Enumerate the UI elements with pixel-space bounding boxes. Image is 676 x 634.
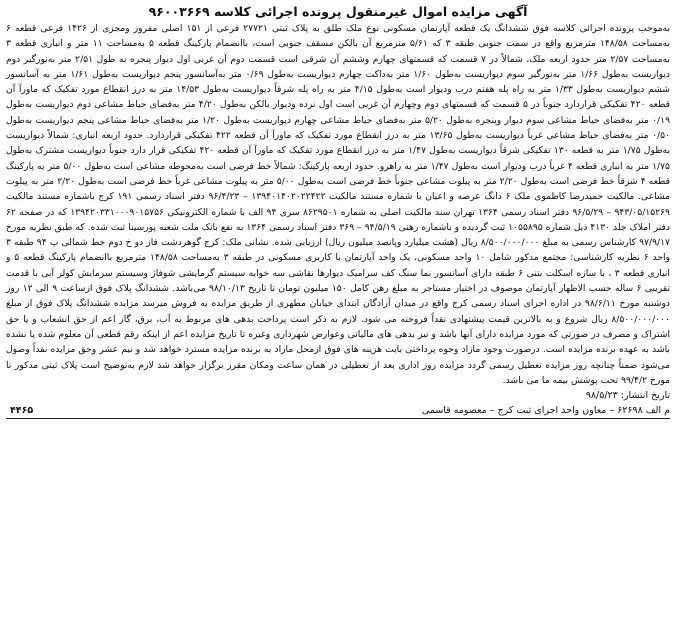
signature-row (6, 403, 670, 419)
publication-date: تاریخ انتشار: ۹۸/۵/۲۳ (585, 390, 670, 402)
auction-notice (6, 4, 670, 624)
notice-body: به‌موجب پرونده اجرائی کلاسه فوق ششدانگ یک قطعه آپارتمان مسکونی نوع ملک طلق به پلاک ثبتی ۲۷۷۲۱ فرعی از ۱۵۱ اصلی مفروز ومجزی از ۱۴۲۶ فرعی قطعه ۶ به‌مساحت ۱۴۸/۵۸ مترمربع واقع در سمت جنوبی طبقه ۳ که ۵/۶۱ مترمربع آن بالکن مسقف جنوبی است، باانضمام پارکینگ قطعه ۵ به‌مساحت ۱۱ متر و انباری قطعه ۳ به‌مساحت ۲/۵۷ متر حدود اربعه ملک، شمالاً در ۷ قسمت که قسمتهای چهارم وششم آن شرقی است قسمت دوم آن غربی اول دیوار پنجره به طول ۲/۵۱ متر به‌نورگیر دوم دیواریست به‌طول ۱/۶۶ متر به‌نورگیر سوم دیواریست به‌طول ۱/۶۰ متر به‌داکت چهارم دیواریست به‌طول ۰/۶۹ متر به‌آسانسور پنجم دیواریست به‌طول ۱/۶۱ متر به آسانسور ششم دیواریست به‌طول ۱/۳۳ متر به راه پله هفتم درب ودیوار است به‌طول ۴/۱۵ متر به راه پله شرقاً دیواریست به‌طول ۱۴/۵۳ متر به درز انقطاع مورد تفکیک که ماورآ آن قطعه ۴۲۰ تفکیکی قراردارد جنوباً در ۵ قسمت که قسمتهای دوم وچهارم آن غربی است اول نرده ودیوار بالکن به‌طول ۴/۲۰ متر به‌فضای حیاط مشاعی دوم دیواریست به‌طول ۰/۱۹ متر به‌فضای حیاط مشاعی سوم دیوار وپنجره به‌طول ۵/۲۰ متر به‌فضای حیاط مشاعی چهارم دیواریست به‌طول ۱/۲۰ متر به‌فضای حیاط مشاعی پنجم دیواریست به‌طول ۰/۵۰ متر به‌فضای حیاط مشاعی غرباً دیواریست به‌طول ۱۳/۶۵ متر به درز انقطاع مورد تفکیک که ماورآ آن قطعه ۴۲۲ تفکیکی قراردارد. حدود اربعه انباری: شمالاً دیواریست به‌طول ۱/۷۵ متر به قطعه ۱۳۰ تفکیکی شرقاً دیواریست به‌طول ۱/۴۷ متر به درز انقطاع مورد تفکیک که ماورآ آن قطعه ۴۲۰ تفکیکی قرار دارد جنوباً دیواریست مشترک به‌طول ۱/۷۵ متر به انباری قطعه ۴ غرباً درب ودیوار است به‌طول ۱/۴۷ متر به راهرو. حدود اربعه پارکینگ: شمالاً خط فرضی است به‌محوطه مشاعی است به‌طول ۵/۰۰ متر به پارکینگ قطعه ۴ شرقاً خط فرضی است به‌طول ۲/۲۰ متر به پیلوت مشاعی جنوباً خط فرضی است به‌طول ۵/۰۰ متر به پیلوت مشاعی غرباً خط فرضی است به‌طول ۲/۲۰ متر به پیلوت مشاعی. مالکیت حمیدرضا کاظموی ملک ۶ دانگ عرصه و اعیان با شماره مستند مالکیت ۱۳۹۴۰۱۴۰۲۰۲۲۴۲۲ – ۹۶/۴/۲۳ دفتر اسناد رسمی ۱۹۱ کرج باشماره مستند مالکیت ۹۴۳/۰۵/۱۵۲۶۹ – ۹۶/۵/۲۹ دفتر اسناد رسمی ۱۳۶۴ تهران سند مالکیت اصلی به شماره ۸۶۲۹۵۰۱ سری ۹۴ الف با شماره الکترونیکی ۱۳۹۴۲۰۳۳۱۰۰۰۹۰۱۵۷۵۶ که در صفحه ۶۲ دفتر املاک جلد ۴۱۳۰ ذیل شماره ۱۰۵۵۸۹۵ ثبت گردیده و باشماره رهنی ۹۴/۵/۱۹ – ۳۶۹ دفتر اسناد رسمی ۱۳۶۴ به نفع بانک ملت شعبه پورسینا ثبت شده. که طبق نظریه مورخ ۹۷/۹/۱۷ کارشناس رسمی به مبلغ ۸/۵۰۰/۰۰۰/۰۰۰ ریال (هشت میلیارد وپانصد میلیون ریال) ارزیابی شده. نشانی ملک: کرج گوهردشت فاز دو خ دوم خط شمالی پ ۹۴ طبقه ۳ واحد ۶ نظریه کارشناسی: مجتمع مذکور شامل ۱۰ واحد مسکونی، یک واحد آپارتمان با کاربری مسکونی در طبقه ۳ به‌مساحت ۱۴۸/۵۸ مترمربع باانضمام پارکینگ قطعه ۵ و انباری قطعه ۳ ، با سازه اسکلت بتنی ۶ طبقه دارای آسانسور نما سنگ کف سرامیک دیوارها نقاشی سه خوابه سیستم گرمایشی شوفاژ وسیستم سرمایش کولر آبی با قدمت تقریبی ۶ ساله حسب الاظهار آپارتمان موصوف در اختیار مستاجر به مبلغ رهن کامل ۱۵۰ میلیون تومان تا تاریخ ۹۸/۱۰/۱۳ می‌باشد. ششدانگ پلاک فوق ازساعت ۹ الی ۱۲ روز دوشنبه مورخ ۹۸/۶/۱۱ در اداره اجرای اسناد رسمی کرج واقع در میدان آزادگان ابتدای خیابان مطهری از طریق مزایده به فروش میرسد مزایده ششدانگ پلاک فوق از مبلغ ۸/۵۰۰/۰۰۰/۰۰۰ ریال شروع و به بالاترین قیمت پیشنهادی نقداً فروخته می شود. لازم به ذکر است پرداخت بدهی های مربوط به آب، برق، گاز اعم از حق انشعاب و یا حق اشتراک و مصرف در صورتی که مورد مزایده دارای آنها باشد و نیز بدهی های مالیاتی وعوارض شهرداری وغیره تا تاریخ مزایده اعم از اینکه رقم قطعی آن معلوم شده یا نشده باشد به عهده برنده مزایده است. درصورت وجود مازاد وجوه پرداختی بابت هزینه های فوق ازمحل مازاد به برنده مزایده مسترد خواهد شد و نیم عشر وحق مزایده نقداً وصول می‌شود ضمناً چنانچه روز مزایده تعطیل رسمی گردد مزایده روز اداری بعد از تعطیلی در همان ساعت ومکان مقرر برگزار خواهد شد لازم به‌توضیح است پلاک ثبتی مذکور تا مورخ ۹۹/۴/۲ تحت پوشش بیمه ما می باشد. (6, 23, 671, 386)
bottom-divider (6, 418, 670, 419)
notice-title: آگهی مزایده اموال غیرمنقول پرونده اجرائی کلاسه ۹۶۰۰۳۶۶۹ (148, 4, 528, 19)
signature-line: م الف ۶۲۶۹۸ – معاون واحد اجرای ثبت کرج – معصومه قاسمی (421, 405, 670, 417)
notice-code: ۴۴۶۵ (10, 405, 34, 417)
